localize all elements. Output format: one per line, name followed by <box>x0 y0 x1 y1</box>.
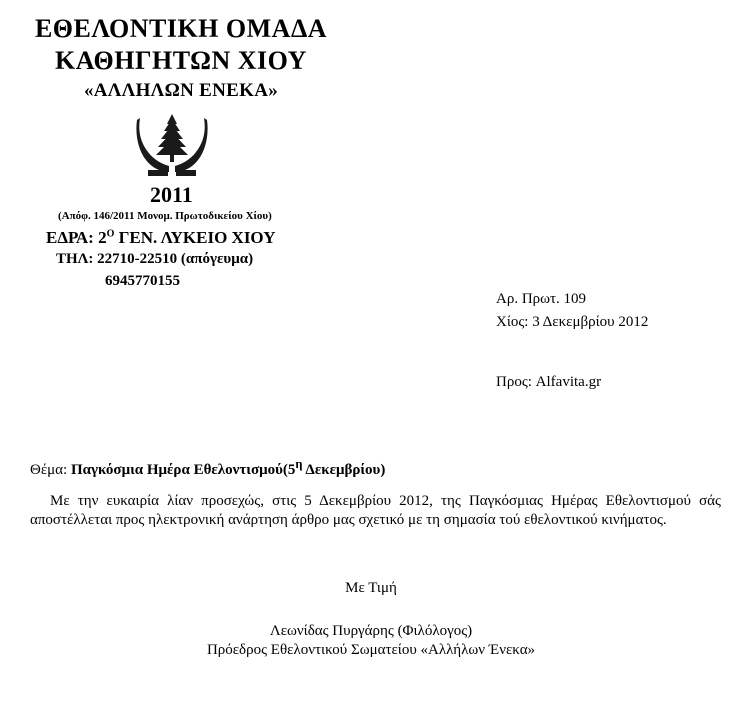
subject-text: Παγκόσμια Ημέρα Εθελοντισμού(5 <box>70 462 296 478</box>
seat-address <box>46 228 276 248</box>
subject-text-end: Δεκεμβρίου) <box>302 462 386 478</box>
mobile-number: 6945770155 <box>105 273 180 289</box>
subject-label: Θέμα: <box>30 462 71 478</box>
closing-salutation: Με Τιμή <box>345 580 397 596</box>
recipient: Προς: Alfavita.gr <box>496 374 602 390</box>
tree-in-hands-icon <box>134 112 210 186</box>
org-motto: «ΑΛΛΗΛΩΝ ΕΝΕΚΑ» <box>83 80 279 101</box>
court-decision: (Απόφ. 146/2011 Μονομ. Πρωτοδικείου Χίου) <box>58 210 272 222</box>
protocol-number: Αρ. Πρωτ. 109 <box>496 291 587 307</box>
subject-superscript: η <box>295 457 303 471</box>
subject-line <box>30 457 385 479</box>
seat-suffix: ΓΕΝ. ΛΥΚΕΙΟ ΧΙΟΥ <box>114 228 276 247</box>
body-paragraph: Με την ευκαιρία λίαν προσεχώς, στις 5 Δεκεμβρίου 2012, της Παγκόσμιας Ημέρας Εθελοντισμού σάς αποστέλλεται προς ηλεκτρονική ανάρτηση άρθρο μας σχετικό με τη σημασία τού εθελοντικού κινήματος. <box>30 493 721 528</box>
org-name-line1: ΕΘΕΛΟΝΤΙΚΗ ΟΜΑΔΑ <box>34 14 328 43</box>
seat-prefix: ΕΔΡΑ: 2 <box>46 228 107 247</box>
seat-superscript: Ο <box>106 228 115 240</box>
founding-year: 2011 <box>150 182 193 207</box>
phone-number: ΤΗΛ: 22710-22510 (απόγευμα) <box>56 251 254 267</box>
org-name-line2: ΚΑΘΗΓΗΤΩΝ ΧΙΟΥ <box>55 46 307 75</box>
signatory-title: Πρόεδρος Εθελοντικού Σωματείου «Αλλήλων Ένεκα» <box>206 642 536 658</box>
letter-date: Χίος: 3 Δεκεμβρίου 2012 <box>496 314 649 330</box>
signatory-name: Λεωνίδας Πυργάρης (Φιλόλογος) <box>269 623 473 639</box>
